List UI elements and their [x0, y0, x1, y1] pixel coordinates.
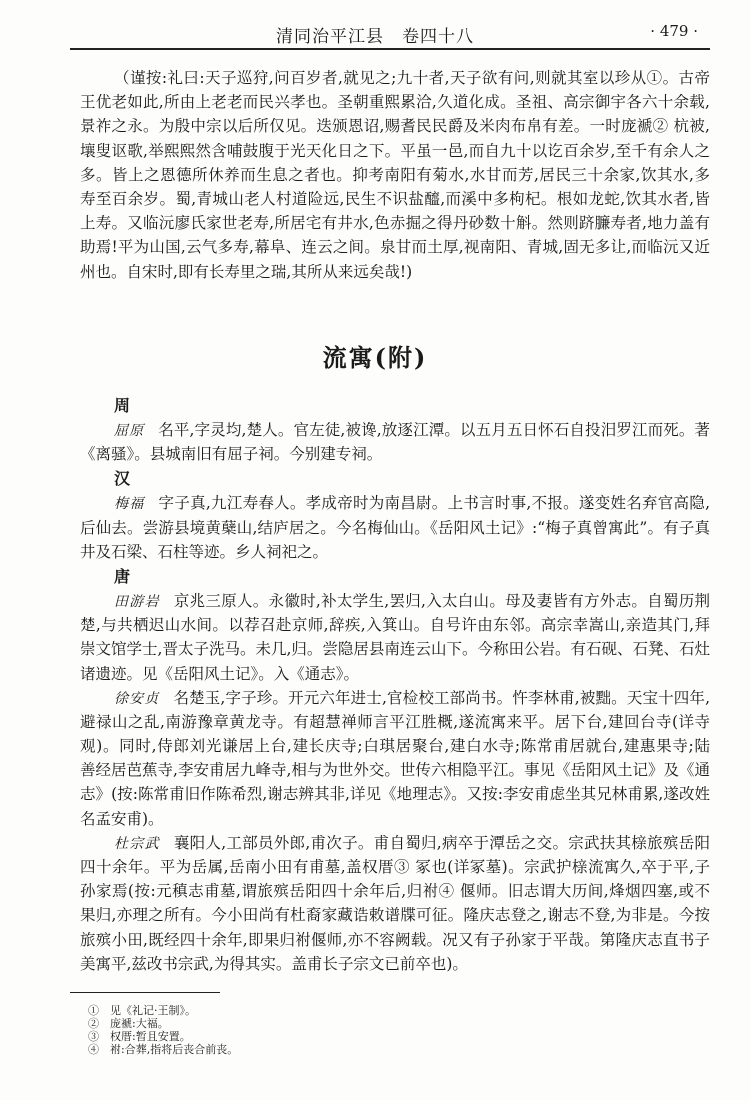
text-line [80, 710, 710, 734]
entry-text: 《离骚》。县城南旧有屈子祠。今别建专祠。 [80, 445, 383, 464]
text-line [80, 928, 710, 952]
text-line: 王优老如此,所由上老老而民兴孝也。圣朝重熙累洽,久道化成。圣祖、高宗御宇各六十余载, [80, 93, 710, 112]
text-line [80, 613, 710, 637]
text-line [80, 516, 710, 540]
entry-text: 志》(按:陈常甫旧作陈希烈,谢志辨其非,详见《地理志》。又按:李安甫虑坐其兄林甫累,遂改姓 [80, 785, 710, 804]
entry-text: 避禄山之乱,南游豫章黄龙寺。有超慧禅师言平江胜概,遂流寓来平。居下台,建回台寺(详寺 [80, 712, 710, 731]
entry-text: 诸遗迹。见《岳阳风土记》。入《通志》。 [80, 664, 360, 683]
text-line: 多。皆上之恩德所休养而生息之者也。抑考南阳有菊水,水甘而芳,居民三十余家,饮其水,多 [80, 165, 710, 184]
footnote: ① 见《礼记·王制》。 [88, 1004, 196, 1017]
intro-paragraph [80, 66, 710, 284]
footnote: ② 庞褫:大福。 [88, 1017, 169, 1030]
header-rule [70, 48, 710, 50]
text-line [80, 879, 710, 903]
text-line [80, 589, 710, 613]
entry-text: 名平,字灵均,楚人。官左徒,被谗,放逐江潭。以五月五日怀石自投汨罗江而死。著 [158, 421, 711, 439]
person-name: 梅福 [114, 496, 145, 513]
era-heading: 汉 [114, 469, 131, 489]
entry-text: 观)。同时,侍郎刘光谦居上台,建长庆寺;白琪居聚台,建白水寺;陈常甫居就台,建惠果寺;陆 [80, 737, 710, 756]
text-line [80, 686, 710, 710]
text-line [80, 782, 710, 806]
entry-text: 后仙去。尝游县境黄蘖山,结庐居之。今名梅仙山。《岳阳风土记》:“梅子真曾寓此”。有子真 [80, 518, 710, 537]
entry-text: 崇文馆学士,晋太子洗马。未几,归。尝隐居县南连云山下。今称田公岩。有石砚、石凳、石灶 [80, 640, 710, 659]
page-number: · 479 · [650, 22, 698, 40]
text-line [80, 831, 710, 855]
text-line [80, 540, 710, 564]
text-line [80, 758, 710, 782]
entry-text: 名楚玉,字子珍。开元六年进士,官检校工部尚书。忤李林甫,被黜。天宝十四年, [173, 688, 711, 707]
entry-text: 美寓平,兹改书宗武,为得其实。盖甫长子宗文已前卒也)。 [80, 954, 468, 973]
era-heading: 唐 [114, 566, 131, 586]
section-title: 流寓(附) [322, 343, 428, 372]
person-name: 田游岩 [114, 593, 160, 610]
entry-text: 旅殡小田,既经四十余年,即果归祔偃师,亦不容阙载。况又有子孙家于平哉。第隆庆志直书子 [80, 930, 710, 949]
text-line [80, 637, 710, 661]
footnote: ③ 权厝:暂且安置。 [88, 1030, 191, 1043]
text-line [80, 418, 710, 442]
running-header-title: 清同治平江县 卷四十八 [276, 27, 474, 47]
person-name: 屈原 [114, 423, 145, 439]
text-line: 助焉!平为山国,云气多寿,幕阜、连云之间。泉甘而土厚,视南阳、青城,固无多让,而临沅又近 [80, 238, 710, 257]
text-line: 州也。自宋时,即有长寿里之瑞,其所从来远矣哉!) [80, 262, 413, 281]
entry-text: 井及石梁、石柱等迹。乡人祠祀之。 [80, 542, 329, 561]
text-line: （谨按:礼曰:天子巡狩,问百岁者,就见之;九十者,天子欲有问,则就其室以珍从①。古帝 [114, 69, 710, 87]
text-line: 寿至百余岁。蜀,青城山老人村道险远,民生不识盐醯,而溪中多枸杞。根如龙蛇,饮其水者,皆 [80, 189, 710, 208]
entry-text: 京兆三原人。永徽时,补太学生,罢归,入太白山。母及妻皆有方外志。自蜀历荆 [173, 591, 711, 610]
entry-text: 襄阳人,工部员外郎,甫次子。甫自蜀归,病卒于潭岳之交。宗武扶其榇旅殡岳阳 [173, 833, 711, 852]
person-name: 杜宗武 [114, 835, 160, 852]
footnote-rule [70, 992, 220, 993]
section-body [80, 393, 710, 976]
text-line [80, 662, 710, 686]
text-line: 上寿。又临沅廖氏家世老寿,所居宅有井水,色赤掘之得丹砂数十斛。然则跻臁寿者,地力盖有 [80, 214, 710, 233]
text-line: 景祚之永。为殷中宗以后所仅见。迭颁恩诏,赐耆民民爵及米肉布帛有差。一时庞褫② 杭被, [80, 117, 710, 136]
text-line [80, 903, 710, 927]
text-line [80, 952, 710, 976]
text-line: 壤叟讴歌,举熙熙然含哺鼓腹于光天化日之下。平虽一邑,而自九十以讫百余岁,至千有余人之 [80, 141, 710, 160]
footnotes [88, 1004, 238, 1056]
entry-text: 善经居芭蕉寺,李安甫居九峰寺,相与为世外交。世传六相隐平江。事见《岳阳风土记》及《通 [80, 761, 710, 780]
entry-text: 孙家焉(按:元稹志甫墓,谓旅殡岳阳四十余年后,归祔④ 偃师。旧志谓大历间,烽烟四塞,或不 [80, 882, 710, 901]
text-line [80, 807, 710, 831]
text-line [80, 491, 710, 515]
entry-text: 果归,亦理之所有。今小田尚有杜裔家藏诰敕谱牒可征。隆庆志登之,谢志不登,为非是。今按 [80, 906, 710, 925]
footnote: ④ 祔:合葬,指将后丧合前丧。 [88, 1043, 239, 1056]
entry-text: 四十余年。平为岳属,岳南小田有甫墓,盖权厝③ 冢也(详冢墓)。宗武护榇流寓久,卒于平,子 [80, 858, 710, 876]
text-line [80, 855, 710, 879]
era-heading: 周 [114, 396, 131, 415]
text-line [80, 442, 710, 466]
entry-text: 名孟安甫)。 [80, 809, 164, 828]
entry-text: 字子真,九江寿春人。孝成帝时为南昌尉。上书言时事,不报。遂变姓名弃官高隐, [158, 494, 710, 513]
person-name: 徐安贞 [114, 690, 160, 707]
entry-text: 楚,与共栖迟山水间。以荐召赴京师,辞疾,入箕山。自号许由东邻。高宗幸嵩山,亲造其门,拜 [80, 616, 710, 635]
text-line [80, 734, 710, 758]
